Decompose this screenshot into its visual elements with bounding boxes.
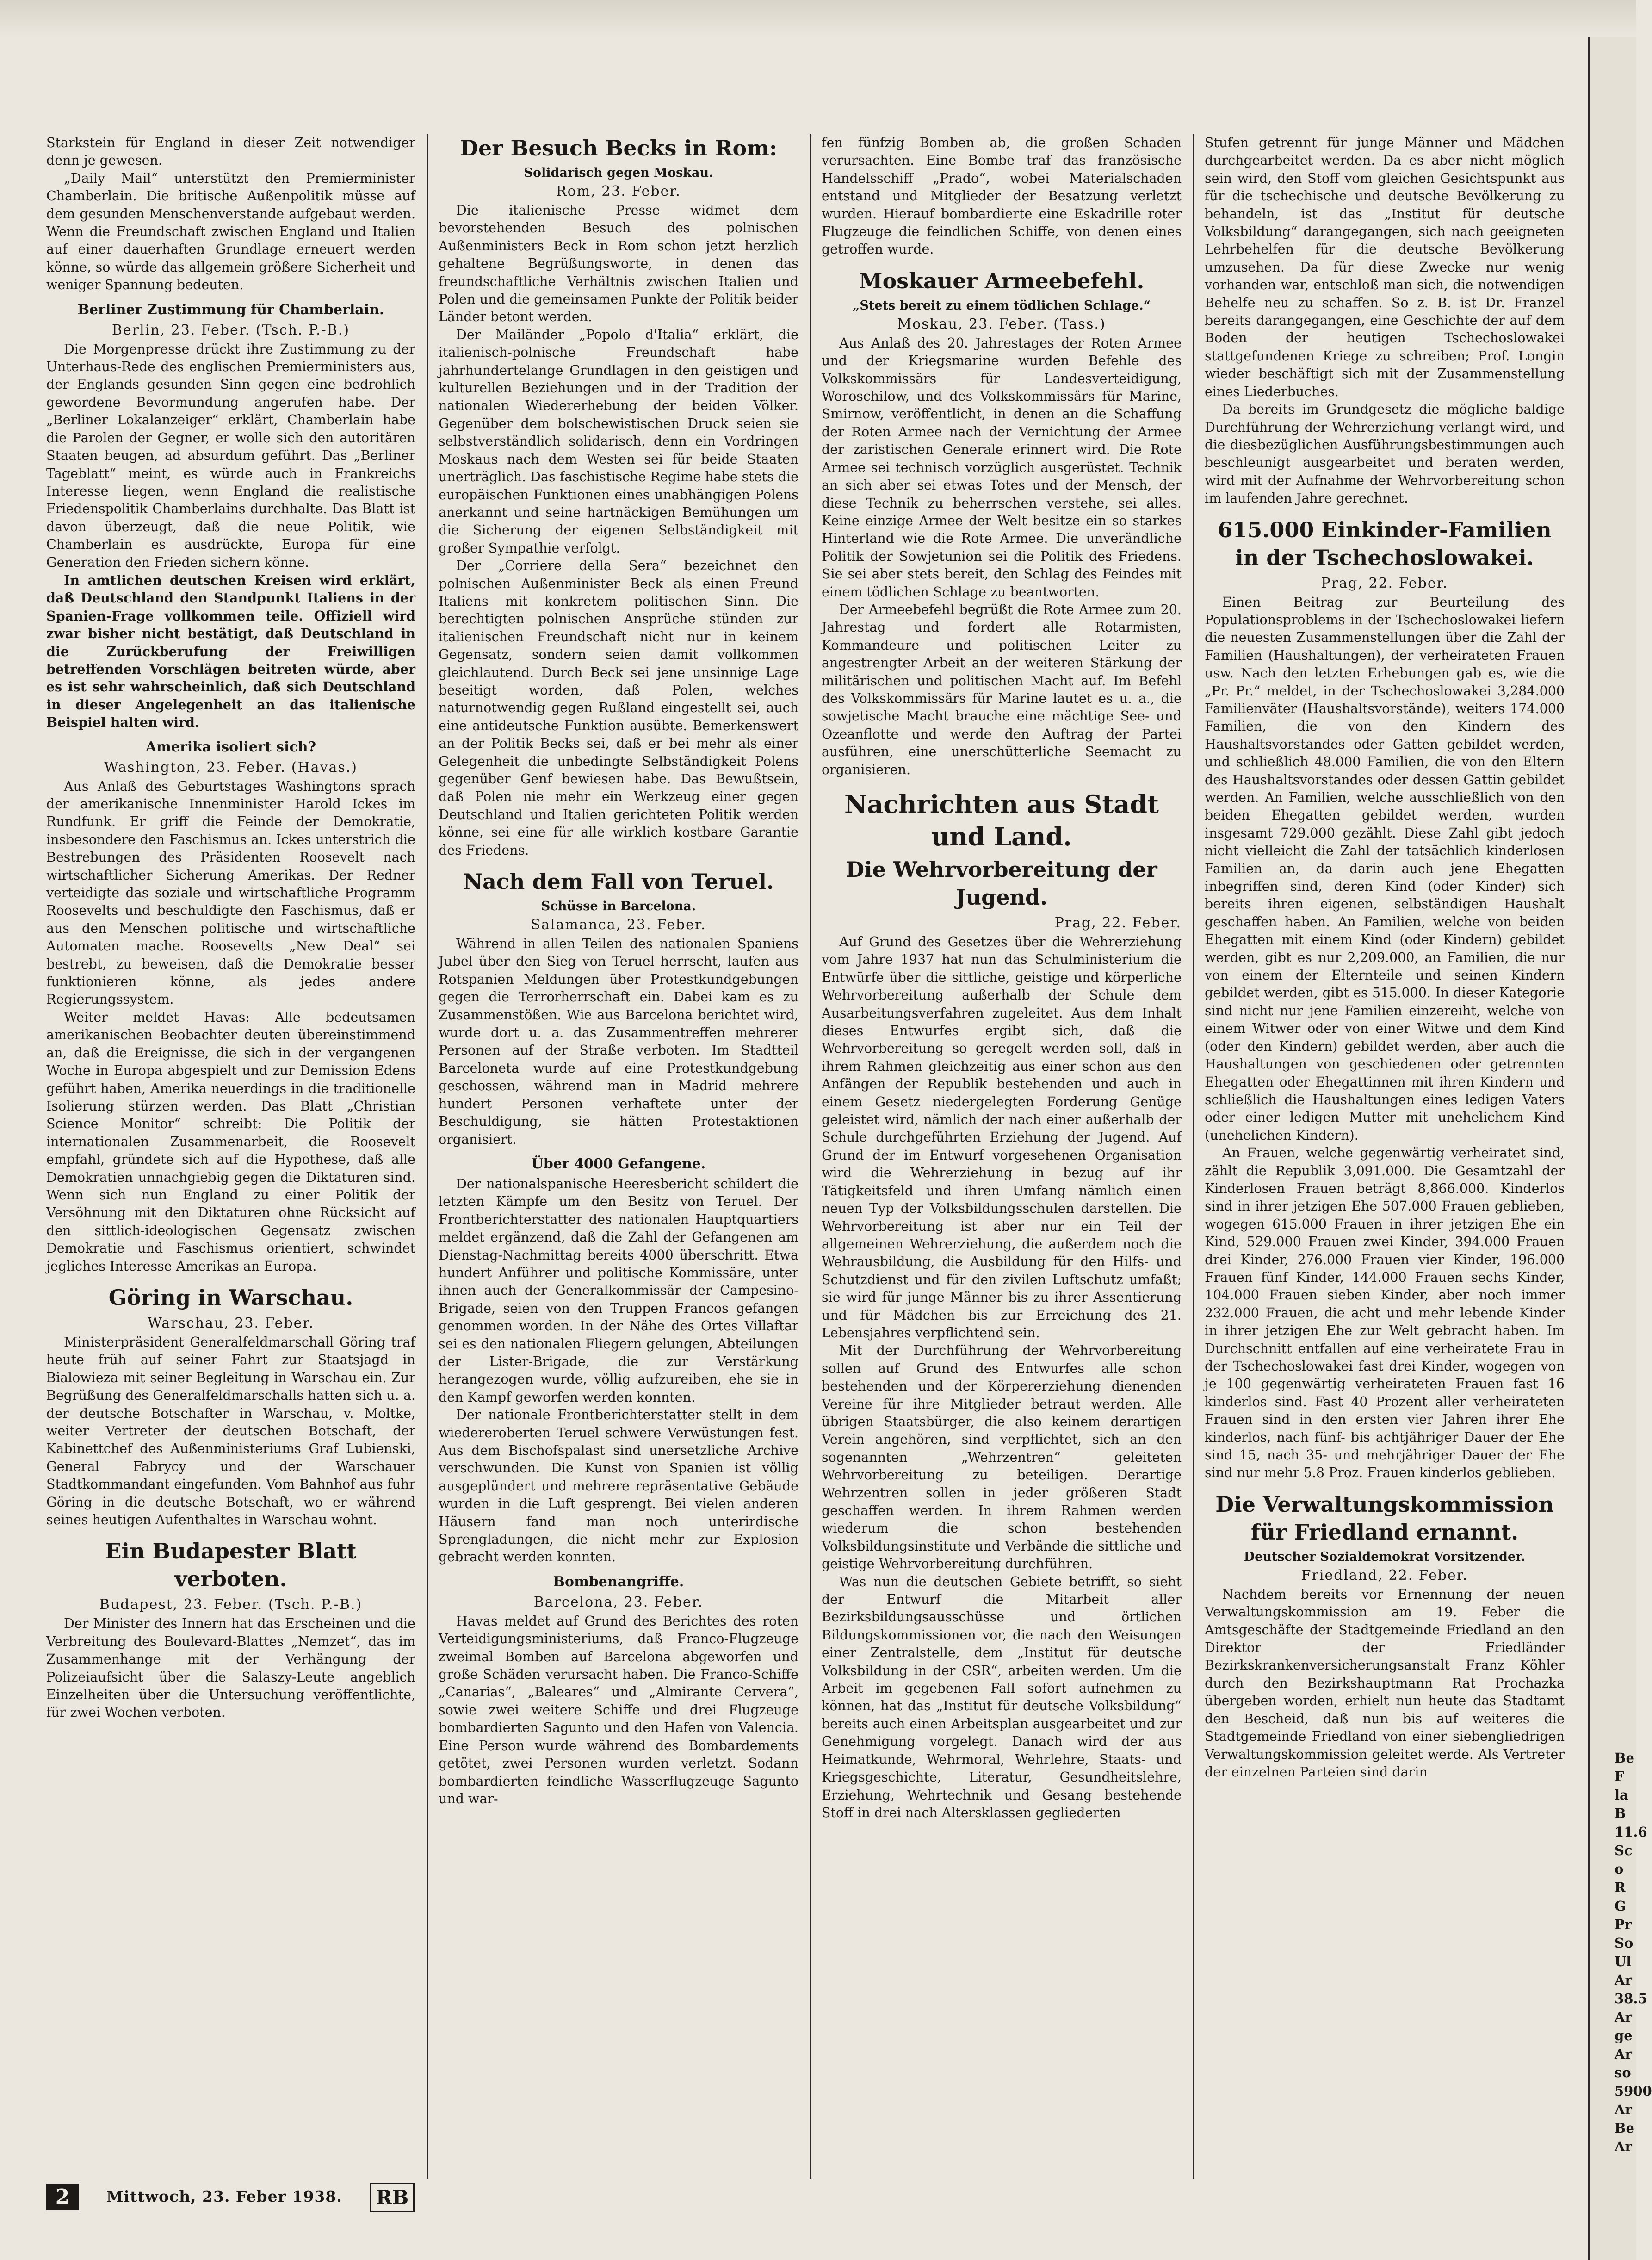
edge-fragment: 11.6 bbox=[1615, 1824, 1647, 1840]
paragraph: Was nun die deutschen Gebiete betrifft, so sieht der Entwurf die Mitarbeit aller Bezirksbildungsausschüsse und örtlichen Bildungskommissionen vor, die nach den Weisungen einer Zentralstelle, dem „Institut für deutsche Volksbildung in der CSR“, arbeiten werden. Um die Arbeit im gegebenen Fall sofort aufnehmen zu können, hat das „Institut für deutsche Volksbildung“ bereits auch einen Arbeitsplan ausgearbeitet und zur Genehmigung vorgelegt. Danach wird der aus Heimatkunde, Wehrmoral, Wehrlehre, Staats- und Kriegsgeschichte, Literatur, Gesundheitslehre, Erziehung, Wehrtechnik und Gesang bestehende Stoff in drei nach Altersklassen gegliederten bbox=[822, 1574, 1182, 1820]
dateline-bomben: Barcelona, 23. Feber. bbox=[533, 1594, 704, 1610]
dateline-teruel: Salamanca, 23. Feber. bbox=[531, 917, 706, 933]
column-2 bbox=[439, 134, 798, 2179]
edge-fragment: 38.5 bbox=[1615, 1991, 1647, 2006]
edge-fragment: la bbox=[1615, 1787, 1628, 1803]
paragraph: Mit der Durchführung der Wehrvorbereitung sollen auf Grund des Entwurfes alle schon bestehenden und der Körpererziehung dienenden Vereine für ihre Mitglieder betraut werden. Alle übrigen Staatsbürger, die also keinem derartigen Verein angehören, sind verpflichtet, sich an den sogenannten „Wehrzentren“ geleiteten Wehrvorbereitung zu beteiligen. Derartige Wehrzentren sollen in jeder größeren Stadt geschaffen werden. In ihrem Rahmen werden wiederum die schon bestehenden Volksbildungsinstitute und Verbände die sittliche und geistige Wehrvorbereitung durchführen. bbox=[822, 1343, 1182, 1572]
subheadline-moskau: „Stets bereit zu einem tödlichen Schlage.“ bbox=[852, 298, 1151, 313]
paragraph: Auf Grund des Gesetzes über die Wehrerziehung vom Jahre 1937 hat nun das Schulministerium die Entwürfe über die sittliche, geistige und körperliche Wehrvorbereitung außerhalb der Schule dem Ausarbeitungsverfahren zugeleitet. Aus dem Inhalt dieses Entwurfes ergibt sich, daß die Wehrvorbereitung so geregelt werden soll, daß in ihrem Rahmen gleichzeitig aus einer schon aus den Anfängen der Republik bestehenden und auch in einem Gesetz niedergelegten Forderung Genüge geleistet wird, nämlich der nach einer außerhalb der Schule durchgeführten Erziehung der Jugend. Auf Grund der im Entwurf vorgesehenen Organisation wird die Wehrerziehung in bezug auf ihr Tätigkeitsfeld und ihren Umfang nämlich einen neuen Typ der Volksbildungsschulen darstellen. Die Wehrvorbereitung ist aber nur ein Teil der allgemeinen Wehrerziehung, die außerdem noch die Wehrausbildung, die Ausbildung für den Hilfs- und Schutzdienst und für den zivilen Luftschutz umfaßt; sie wird für junge Männer bis zu ihrer Assentierung und für Mädchen bis zur Erreichung des 21. Lebensjahres verpflichtend sein. bbox=[822, 934, 1182, 1341]
column-1 bbox=[46, 134, 415, 2179]
headline-teruel: Nach dem Fall von Teruel. bbox=[463, 869, 774, 894]
paragraph: Da bereits im Grundgesetz die mögliche baldige Durchführung der Wehrerziehung verlangt wird, und die diesbezüglichen Ausführungsbestimmungen auch beschleunigt ausgearbeitet und beraten werden, wird mit der Aufnahme der Wehrvorbereitung schon im laufenden Jahre gerechnet. bbox=[1205, 402, 1565, 506]
paragraph: Der „Corriere della Sera“ bezeichnet den polnischen Außenminister Beck als einen Freund Italiens mit konkretem politischen Sinn. Die berechtigten polnischen Ansprüche stünden zur italienischen Freundschaft nicht nur in keinem Gegensatz, sondern seien damit vollkommen gleichlautend. Durch Beck sei jene unsinnige Lage beseitigt worden, daß Polen, welches naturnotwendig gegen Rußland eingestellt sei, auch eine antideutsche Funktion ausübte. Bemerkenswert an der Politik Becks sei, daß er bei mehr als einer Gelegenheit die unbedingte Selbständigkeit Polens gegenüber Genf bewiesen habe. Das Bewußtsein, daß Polen nie mehr ein Werkzeug einer gegen Deutschland und Italien gerichteten Politik werden könne, sei eine für alle wirklich kostbare Garantie des Friedens. bbox=[439, 558, 798, 858]
paragraph: Starkstein für England in dieser Zeit notwendiger denn je gewesen. bbox=[46, 135, 415, 168]
edge-fragment: Pr bbox=[1615, 1917, 1632, 1932]
headline-bombenangriffe: Bombenangriffe. bbox=[553, 1573, 684, 1590]
edge-fragment: R bbox=[1615, 1880, 1626, 1895]
column-4 bbox=[1205, 134, 1565, 2179]
headline-beck: Der Besuch Becks in Rom: bbox=[460, 136, 777, 161]
dateline-friedland: Friedland, 22. Feber. bbox=[1301, 1567, 1468, 1583]
subheadline-teruel: Schüsse in Barcelona. bbox=[541, 899, 696, 914]
edge-fragment: Sc bbox=[1615, 1843, 1633, 1858]
dateline-wehr: Prag, 22. Feber. bbox=[1054, 915, 1182, 931]
adjacent-page-edge bbox=[1588, 37, 1652, 2260]
paragraph: Nachdem bereits vor Ernennung der neuen Verwaltungskommission am 19. Feber die Amtsgeschäfte der Stadtgemeinde Friedland an den Direktor der Friedländer Bezirkskrankenversicherungsanstalt Franz Köhler durch den Bezirkshauptmann Rat Prochazka übergeben worden, erhielt nun heute das Stadtamt den Bescheid, daß nun bis auf weiteres die Stadtgemeinde Friedland von einer siebengliedrigen Verwaltungskommission geleitet werde. Als Vertreter der einzelnen Parteien sind darin bbox=[1205, 1586, 1565, 1780]
edge-fragment: Ul bbox=[1615, 1954, 1632, 1969]
page-number: 2 bbox=[46, 2184, 79, 2210]
edge-fragment: G bbox=[1615, 1898, 1626, 1914]
edge-fragment: Be bbox=[1615, 1750, 1634, 1766]
paragraph: Die Morgenpresse drückt ihre Zustimmung zu der Unterhaus-Rede des englischen Premierministers aus, der Englands gesunden Sinn gegen eine bedrohlich gewordene Bevormundung angerufen habe. Der „Berliner Lokalanzeiger“ erklärt, Chamberlain habe die Parolen der Gegner, er wolle sich den autoritären Staaten beugen, ad absurdum geführt. Das „Berliner Tageblatt“ meint, es würde auch in Frankreichs Interesse liegen, wenn England die realistische Friedenspolitik Chamberlains durchhalte. Das Blatt ist davon überzeugt, daß die neue Politik, wie Chamberlain es ausdrückte, Europa für eine Generation den Frieden sichern könne. bbox=[46, 341, 415, 570]
paragraph: Der nationale Frontberichterstatter stellt in dem wiedereroberten Teruel schwere Verwüstungen fest. Aus dem Bischofspalast sind unersetzliche Archive verschwunden. Die Kunst von Spanien ist völlig ausgeplündert und mehrere repräsentative Gebäude wurden in die Luft gesprengt. Bei vielen anderen Häusern fand man noch unterirdische Sprengladungen, die nicht mehr zur Explosion gebracht werden konnten. bbox=[439, 1407, 798, 1565]
dateline-amerika: Washington, 23. Feber. (Havas.) bbox=[104, 759, 358, 776]
headline-gefangene: Über 4000 Gefangene. bbox=[531, 1155, 706, 1172]
paragraph: Aus Anlaß des 20. Jahrestages der Roten Armee und der Kriegsmarine wurden Befehle des Volkskommissärs für Landesverteidigung, Woroschilow, und des Volkskommissärs für Marine, Smirnow, veröffentlicht, in denen an die Schaffung der Roten Armee nach der Vernichtung der Armee der zaristischen Generale erinnert wird. Die Rote Armee sei technisch vorzüglich ausgerüstet. Technik an sich aber sei etwas Totes und der Mensch, der diese Technik zu beherrschen verstehe, sei alles. Keine einzige Armee der Welt besitze ein so starkes Hinterland wie die Rote Armee. Die unverändliche Politik der Sowjetunion sei die Politik des Friedens. Sie sei aber stets bereit, den Schlag des Feindes mit einem tödlichen Schlage zu beantworten. bbox=[822, 335, 1182, 600]
headline-amerika: Amerika isoliert sich? bbox=[145, 739, 316, 755]
dateline-familien: Prag, 22. Feber. bbox=[1321, 575, 1448, 591]
edge-fragment: Ar bbox=[1615, 2139, 1632, 2154]
paragraph: Der nationalspanische Heeresbericht schildert die letzten Kämpfe um den Besitz von Teruel. Der Frontberichterstatter des nationalen Hauptquartiers meldet ergänzend, daß die Zahl der Gefangenen am Dienstag-Nachmittag bereits 4000 überschritt. Etwa hundert Anführer und politische Kommissäre, unter ihnen auch der Generalkommissär der Campesino-Brigade, seien von den Truppen Francos gefangen genommen worden. In der Nähe des Ortes Villaftar sei es den nationalen Fliegern gelungen, Abteilungen der Lister-Brigade, die zur Verstärkung herangezogen wurde, völlig aufzureiben, ehe sie in den Kampf geworfen werden konnten. bbox=[439, 1176, 798, 1405]
headline-berlin: Berliner Zustimmung für Chamberlain. bbox=[77, 301, 384, 318]
column-rule bbox=[810, 134, 811, 2179]
dateline-berlin: Berlin, 23. Feber. (Tsch. P.-B.) bbox=[111, 322, 350, 338]
section-title: Nachrichten aus Stadt und Land. bbox=[844, 789, 1159, 851]
paragraph: Während in allen Teilen des nationalen Spaniens Jubel über den Sieg von Teruel herrscht, laufen aus Rotspanien Meldungen über Protestkundgebungen gegen die Terrorherrschaft ein. Dabei kam es zu Zusammenstößen. Wie aus Barcelona berichtet wird, wurde dort u. a. das Zusammentreffen mehrerer Personen auf der Straße verboten. Im Stadtteil Barceloneta wurde auf eine Protestkundgebung geschossen, während man in Madrid mehrere hundert Personen verhaftete unter der Beschuldigung, sie hätten Protestaktionen organisiert. bbox=[439, 936, 798, 1147]
paragraph: Ministerpräsident Generalfeldmarschall Göring traf heute früh auf seiner Fahrt zur Staatsjagd in Bialowieza mit seiner Begleitung in Warschau ein. Zur Begrüßung des Generalfeldmarschalls hatten sich u. a. der deutsche Botschafter in Warschau, v. Moltke, weiter Vertreter der deutschen Botschaft, der Kabinettchef des Außenministeriums Graf Lubienski, General Fabrycy und der Warschauer Stadtkommandant eingefunden. Vom Bahnhof aus fuhr Göring in die deutsche Botschaft, wo er während seines heutigen Aufenthaltes in Warschau wohnt. bbox=[46, 1334, 415, 1528]
page-edge-rule bbox=[1588, 37, 1590, 2260]
paragraph: Einen Beitrag zur Beurteilung des Populationsproblems in der Tschechoslowakei liefern die neuesten Zusammenstellungen über die Zahl der Familien (Haushaltungen), der verheirateten Frauen usw. Nach den letzten Erhebungen gab es, wie die „Pr. Pr.“ meldet, in der Tschechoslowakei 3,284.000 Familienväter (Haushaltsvorstände), weiters 174.000 Familien, die von den Kindern des Haushaltsvorstandes oder Gatten gebildet werden, und schließlich 48.000 Familien, die von den Eltern des Haushaltsvorstandes oder dessen Gattin gebildet werden. An Familien, welche ausschließlich von den beiden Ehegatten gebildet werden, wurden insgesamt 729.000 gezählt. Diese Zahl gibt jedoch nicht vielleicht die Zahl der tatsächlich kinderlosen Familien an, da darin auch jene Ehegatten inbegriffen sind, deren Kind (oder Kinder) sich bereits ihren eigenen, selbständigen Haushalt geschaffen haben. An Familien, welche von beiden Ehegatten mit einem Kind (oder Kindern) gebildet werden, gibt es nur 2,209.000, an Familien, die nur von einem der Elternteile und seinen Kindern gebildet werden, gibt es 515.000. In dieser Kategorie sind nicht nur jene Familien einzereiht, welche von einem Witwer oder von einer Witwe und dem Kind (oder den Kindern) gebildet werden, aber auch die Haushaltungen von geschiedenen oder getrennten Ehegatten oder Ehegattinnen mit ihren Kindern und schließlich die Haushaltungen eines ledigen Vaters oder einer ledigen Mutter mit unehelichem Kind (unehelichen Kindern). bbox=[1205, 594, 1565, 1143]
edge-fragment: So bbox=[1615, 1935, 1633, 1951]
edge-fragment: ge bbox=[1615, 2028, 1633, 2043]
subheadline-beck: Solidarisch gegen Moskau. bbox=[524, 166, 713, 180]
page-footer bbox=[46, 2182, 415, 2210]
paragraph: fen fünfzig Bomben ab, die großen Schaden verursachten. Eine Bombe traf das französische Handelsschiff „Prado“, wobei Materialschaden entstand und Mitglieder der Besatzung verletzt wurden. Hierauf bombardierte eine Eskadrille roter Flugzeuge die feindlichen Schiffe, von denen eines getroffen wurde. bbox=[822, 135, 1182, 257]
headline-budapest: Ein Budapester Blatt verboten. bbox=[105, 1539, 357, 1592]
column-rule bbox=[427, 134, 428, 2179]
headline-familien: 615.000 Einkinder-Familien in der Tschechoslowakei. bbox=[1218, 517, 1552, 570]
paragraph: „Daily Mail“ unterstützt den Premierminister Chamberlain. Die britische Außenpolitik müsse auf dem gesunden Menschenverstande aufgebaut werden. Wenn die Freundschaft zwischen England und Italien auf einer dauerhaften Grundlage erneuert werden könne, so würde das allgemein größere Sicherheit und weniger Spannung bedeuten. bbox=[46, 170, 415, 293]
edge-fragment: 5900 bbox=[1615, 2083, 1652, 2099]
paragraph: An Frauen, welche gegenwärtig verheiratet sind, zählt die Republik 3,091.000. Die Gesamtzahl der Kinderlosen Frauen beträgt 8,866.000. Kinderlos sind in ihrer jetzigen Ehe 507.000 Frauen geblieben, wogegen 615.000 Frauen in ihrer jetzigen Ehe ein Kind, 529.000 Frauen zwei Kinder, 394.000 Frauen drei Kinder, 276.000 Frauen vier Kinder, 196.000 Frauen fünf Kinder, 144.000 Frauen sechs Kinder, 104.000 Frauen sieben Kinder, aber noch immer 232.000 Frauen, die acht und mehr lebende Kinder in ihrer jetzigen Ehe zur Welt gebracht haben. Im Durchschnitt entfallen auf eine verheiratete Frau in der Tschechoslowakei fast drei Kinder, wogegen von je 100 gegenwärtig verheirateten Frauen fast 16 kinderlos sind. Fast 40 Prozent aller verheirateten Frauen sind in den ersten vier Jahren ihrer Ehe kinderlos, nach fünf- bis achtjähriger Dauer der Ehe sind 15, nach 35- und mehrjähriger Dauer der Ehe sind nur mehr 5.8 Proz. Frauen kinderlos geblieben. bbox=[1205, 1145, 1565, 1481]
paragraph: Weiter meldet Havas: Alle bedeutsamen amerikanischen Beobachter deuten übereinstimmend an, daß die Ereignisse, die sich in der vergangenen Woche in Europa abgespielt und zur Demission Edens geführt haben, Amerika neuerdings in die traditionelle Isolierung stürzen werden. Das Blatt „Christian Science Monitor“ schreibt: Die Politik der internationalen Zusammenarbeit, die Roosevelt empfahl, gründete sich auf die Hypothese, daß alle Demokratien unnachgiebig gegen die Diktaturen sind. Wenn sich nun England zu einer Politik der Versöhnung mit den Diktaturen ohne Rücksicht auf den sittlich-ideologischen Gegensatz zwischen Demokratie und Faschismus orientiert, schwindet jegliches Interesse Amerikas an Europa. bbox=[46, 1009, 415, 1274]
edge-fragment: o bbox=[1615, 1861, 1624, 1877]
publisher-mark: RB bbox=[370, 2183, 415, 2212]
headline-wehrvorbereitung: Die Wehrvorbereitung der Jugend. bbox=[846, 857, 1157, 910]
edge-fragment: B bbox=[1615, 1806, 1626, 1821]
edge-fragment: so bbox=[1615, 2065, 1631, 2080]
paragraph: Der Armeebefehl begrüßt die Rote Armee zum 20. Jahrestag und fordert alle Rotarmisten, Kommandeure und politischen Leiter zu angestrengter Arbeit an der weiteren Stärkung der militärischen und politischen Macht auf. Im Befehl des Volkskommissärs für Marine lautet es u. a., die sowjetische Macht brauche eine mächtige See- und Ozeanflotte und werde den Auftrag der Partei ausführen, eine unerschütterliche Seemacht zu organisieren. bbox=[822, 602, 1182, 777]
dateline-beck: Rom, 23. Feber. bbox=[556, 183, 681, 199]
column-rule bbox=[1193, 134, 1194, 2179]
edge-fragment: Ar bbox=[1615, 2046, 1632, 2062]
footer-date: Mittwoch, 23. Feber 1938. bbox=[106, 2187, 342, 2205]
paragraph: Die italienische Presse widmet dem bevorstehenden Besuch des polnischen Außenministers Beck in Rom schon jetzt herzlich gehaltene Begrüßungsworte, in denen das freundschaftliche Verhältnis zwischen Italien und Polen und die gemeinsamen Punkte der Politik beider Länder betont werden. bbox=[439, 203, 798, 325]
subheadline-friedland: Deutscher Sozialdemokrat Vorsitzender. bbox=[1244, 1549, 1526, 1564]
top-shade bbox=[0, 0, 1636, 37]
edge-fragment: Ar bbox=[1615, 1972, 1632, 1988]
paragraph: Havas meldet auf Grund des Berichtes des roten Verteidigungsministeriums, daß Franco-Flugzeuge zweimal Bomben auf Barcelona abgeworfen und große Schäden verursacht haben. Die Franco-Schiffe „Canarias“, „Baleares“ und „Almirante Cervera“, sowie zwei weitere Schiffe und drei Flugzeuge bombardierten Sagunto und den Hafen von Valencia. Eine Person wurde während des Bombardements getötet, zwei Personen wurden verletzt. Sodann bombardierten feindliche Wasserflugzeuge Sagunto und war- bbox=[439, 1613, 798, 1807]
edge-fragment: Ar bbox=[1615, 2009, 1632, 2025]
headline-friedland: Die Verwaltungskommission für Friedland ernannt. bbox=[1215, 1491, 1554, 1545]
dateline-budapest: Budapest, 23. Feber. (Tsch. P.-B.) bbox=[99, 1596, 363, 1613]
headline-goring: Göring in Warschau. bbox=[108, 1285, 353, 1310]
dateline-goring: Warschau, 23. Feber. bbox=[148, 1315, 314, 1331]
paragraph: Der Mailänder „Popolo d'Italia“ erklärt, die italienisch-polnische Freundschaft habe jahrhundertelange Grundlagen in den geistigen und kulturellen Beziehungen und in der Tradition der nationalen Wiedererhebung der beiden Völker. Gegenüber dem bolschewistischen Druck seien sie selbstverständlich solidarisch, denn ein Vordringen Moskaus nach dem Westen sei für beide Staaten unerträglich. Das faschistische Regime habe stets die europäischen Funktionen eines unabhängigen Polens anerkannt und seine hartnäckigen Bemühungen um die Sicherung der eigenen Selbständigkeit mit großer Sympathie verfolgt. bbox=[439, 327, 798, 556]
edge-fragment: Ar bbox=[1615, 2102, 1632, 2117]
headline-moskau: Moskauer Armeebefehl. bbox=[859, 268, 1145, 293]
paragraph: Der Minister des Innern hat das Erscheinen und die Verbreitung des Boulevard-Blattes „Nemzet“, das im Zusammenhange mit der Verhängung der Polizeiaufsicht über die Salaszy-Leute angeblich Einzelheiten über die Untersuchung veröffentlichte, für zwei Wochen verboten. bbox=[46, 1616, 415, 1720]
paragraph: Stufen getrennt für junge Männer und Mädchen durchgearbeitet werden. Da es aber nicht möglich sein wird, den Stoff vom gleichen Gesichtspunkt aus für die tschechische und deutsche Bevölkerung zu behandeln, ist das „Institut für deutsche Volksbildung“ darangegangen, sich nach geeigneten Lehrbehelfen für die deutsche Bevölkerung umzusehen. Da für diese Zwecke nur wenig vorhanden war, entschloß man sich, die notwendigen Behelfe neu zu schaffen. So z. B. ist Dr. Franzel bereits darangegangen, eine Geschichte der auf dem Boden der heutigen Tschechoslowakei stattgefundenen Kriege zu schreiben; Prof. Longin wieder beschäftigt sich mit der Zusammenstellung eines Liederbuches. bbox=[1205, 135, 1565, 399]
paragraph: Aus Anlaß des Geburtstages Washingtons sprach der amerikanische Innenminister Harold Ickes im Rundfunk. Er griff die Feinde der Demokratie, insbesondere den Faschismus an. Ickes unterstrich die Bestrebungen des Präsidenten Roosevelt nach wirtschaftlicher Sicherung Amerikas. Der Redner verteidigte das soziale und wirtschaftliche Programm Roosevelts und beschuldigte den Faschismus, daß er aus den Menschen politische und wirtschaftliche Automaten mache. Roosevelts „New Deal“ sei bestrebt, zu beweisen, daß die Demokratie besser funktionieren könne, als jedes andere Regierungssystem. bbox=[46, 778, 415, 1007]
column-3 bbox=[822, 134, 1182, 2179]
dateline-moskau: Moskau, 23. Feber. (Tass.) bbox=[897, 316, 1106, 332]
paragraph-bold: In amtlichen deutschen Kreisen wird erklärt, daß Deutschland den Standpunkt Italiens in der Spanien-Frage vollkommen teile. Offiziell wird zwar bisher nicht bestätigt, daß Deutschland in die Zurückberufung der Freiwilligen betreffenden Vorschlägen beitreten würde, aber es ist sehr wahrscheinlich, daß sich Deutschland in dieser Angelegenheit an das italienische Beispiel halten wird. bbox=[46, 572, 415, 731]
edge-fragment: F bbox=[1615, 1769, 1624, 1784]
edge-fragment: Be bbox=[1615, 2120, 1634, 2136]
